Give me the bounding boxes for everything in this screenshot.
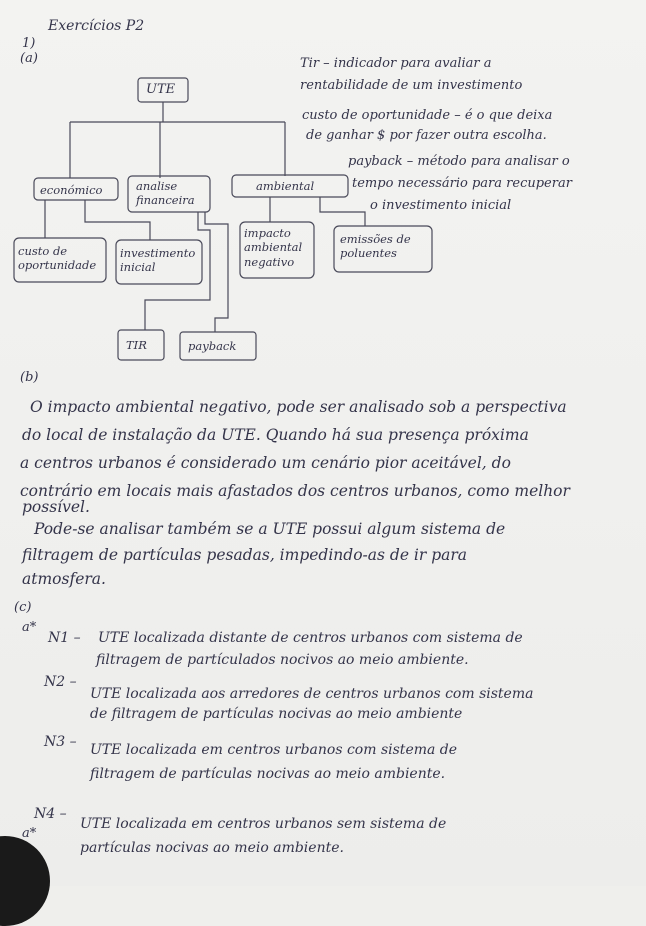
tree-root-label: UTE (146, 82, 176, 97)
n4-label: N4 – (34, 806, 67, 822)
tree-tir-label: TIR (126, 338, 147, 352)
definition-line: custo de oportunidade – é o que deixa (302, 108, 553, 123)
n4-line: partículas nocivas ao meio ambiente. (80, 840, 344, 856)
tree-payback-label: payback (188, 339, 237, 353)
definition-line: o investimento inicial (370, 198, 512, 213)
n1-line: UTE localizada distante de centros urbanos com sistema de (98, 630, 523, 646)
part-b-line: O impacto ambiental negativo, pode ser analisado sob a perspectiva (30, 398, 567, 416)
page-title: Exercícios P2 (48, 18, 145, 34)
definition-line: tempo necessário para recuperar (352, 176, 572, 191)
n3-line: filtragem de partículas nocivas ao meio ambiente. (90, 766, 446, 782)
tree-economico-label: económico (40, 183, 103, 197)
n1-line: filtragem de partículados nocivos ao meio ambiente. (96, 652, 469, 668)
tree-investimento-label: investimento inicial (120, 246, 196, 275)
n2-line: de filtragem de partículas nocivas ao meio ambiente (90, 706, 463, 722)
n3-label: N3 – (44, 734, 77, 750)
part-b-line: contrário em locais mais afastados dos centros urbanos, como melhor (20, 482, 570, 500)
definition-line: de ganhar $ por fazer outra escolha. (306, 128, 547, 143)
part-b-line: do local de instalação da UTE. Quando há sua presença próxima (22, 426, 529, 444)
tree-ambiental-label: ambiental (256, 179, 315, 193)
tree-financeira-label: analise financeira (136, 179, 195, 208)
definition-line: rentabilidade de um investimento (300, 78, 523, 93)
part-b-line: filtragem de partículas pesadas, impedindo-as de ir para (22, 546, 468, 564)
n3-line: UTE localizada em centros urbanos com sistema de (90, 742, 458, 758)
part-a-label: (a) (20, 51, 38, 66)
part-b-line: a centros urbanos é considerado um cenário pior aceitável, do (20, 454, 511, 472)
part-b-line: possível. (22, 498, 90, 516)
n4-line: UTE localizada em centros urbanos sem sistema de (80, 816, 447, 832)
a-star-label: a* (22, 620, 37, 635)
n2-line: UTE localizada aos arredores de centros urbanos com sistema (90, 686, 534, 702)
definition-line: Tir – indicador para avaliar a (300, 56, 492, 71)
a-sub-label: a* (22, 826, 37, 841)
tree-custo-label: custo de oportunidade (18, 244, 97, 273)
n1-label: N1 – (48, 630, 81, 646)
part-b-line: Pode-se analisar também se a UTE possui algum sistema de (34, 520, 506, 538)
part-b-line: atmosfera. (22, 570, 106, 588)
definition-line: payback – método para analisar o (348, 154, 570, 169)
n2-label: N2 – (44, 674, 77, 690)
part-b-label: (b) (20, 370, 39, 385)
question-number: 1) (22, 36, 36, 51)
tree-impacto-label: impacto ambiental negativo (244, 226, 303, 269)
part-c-label: (c) (14, 600, 32, 615)
tree-emissoes-label: emissões de poluentes (340, 232, 411, 261)
